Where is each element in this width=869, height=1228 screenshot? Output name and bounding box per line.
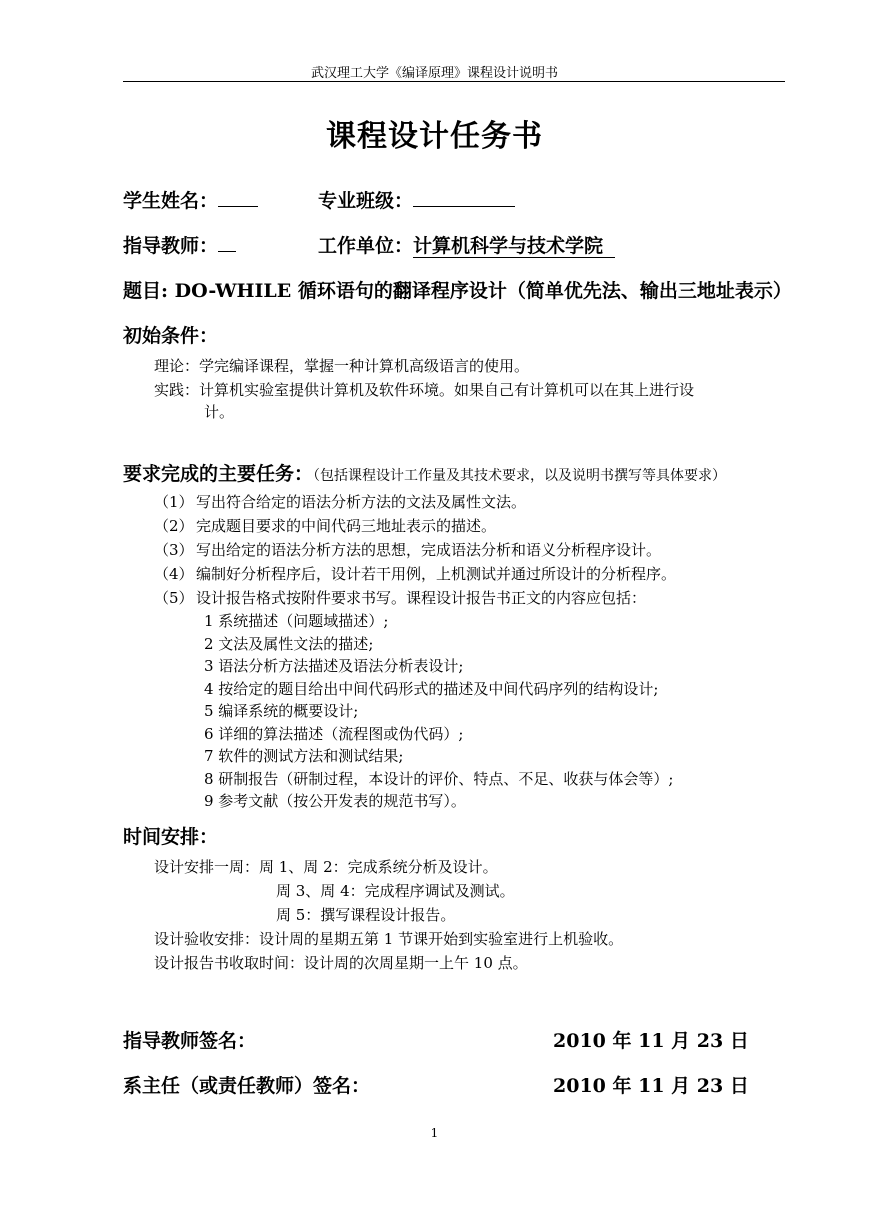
list-item-number: （5） (154, 589, 194, 607)
schedule-line: 设计验收安排：设计周的星期五第 1 节课开始到实验室进行上机验收。 (154, 930, 624, 948)
sub-list-item: 9 参考文献（按公开发表的规范书写）。 (204, 792, 466, 810)
schedule-line (154, 879, 623, 903)
sub-list-item: 6 详细的算法描述（流程图或伪代码）; (204, 724, 464, 743)
schedule-line-text: 周 5：撰写课程设计报告。 (276, 906, 456, 924)
tasks-note: （包括课程设计工作量及其技术要求，以及说明书撰写等具体要求） (313, 468, 727, 484)
schedule-line: 设计安排一周：周 1、周 2：完成系统分析及设计。 (154, 858, 498, 876)
list-item-text: 完成题目要求的中间代码三地址表示的描述。 (196, 517, 497, 535)
initial-theory: 理论：学完编译课程，掌握一种计算机高级语言的使用。 (154, 357, 530, 375)
tasks-heading-text: 要求完成的主要任务： (123, 463, 314, 485)
list-item (154, 562, 676, 586)
initial-practice-line2: 计。 (204, 403, 235, 421)
list-item-text: 写出给定的语法分析方法的思想，完成语法分析和语义分析程序设计。 (196, 541, 662, 559)
sub-list-item: 1 系统描述（问题域描述）; (204, 612, 389, 630)
list-item-text: 编制好分析程序后，设计若干用例，上机测试并通过所设计的分析程序。 (196, 565, 677, 583)
sub-list-item: 2 文法及属性文法的描述; (204, 634, 374, 653)
student-name-blank (218, 190, 258, 207)
student-name-field (123, 186, 258, 213)
list-item (154, 538, 676, 562)
sub-list-item: 5 编译系统的概要设计; (204, 702, 359, 720)
schedule-line (154, 903, 623, 927)
unit-value: 计算机科学与技术学院 (413, 235, 615, 258)
sub-list-item: 4 按给定的题目给出中间代码形式的描述及中间代码序列的结构设计; (204, 679, 659, 698)
page-title: 课程设计任务书 (326, 119, 543, 154)
teacher-field (123, 231, 236, 258)
list-item-number: （2） (154, 517, 194, 535)
schedule-line: 设计报告书收取时间：设计周的次周星期一上午 10 点。 (154, 954, 528, 972)
teacher-signature-label: 指导教师签名： (123, 1030, 257, 1052)
class-field (318, 186, 515, 213)
sub-list-item: 3 语法分析方法描述及语法分析表设计; (204, 657, 464, 675)
unit-field (318, 231, 615, 258)
running-header: 武汉理工大学《编译原理》课程设计说明书 (310, 66, 558, 81)
list-item (154, 586, 676, 610)
list-item-number: （3） (154, 541, 194, 559)
list-item-number: （4） (154, 565, 194, 583)
schedule-heading: 时间安排： (123, 826, 219, 848)
sub-list-item: 8 研制报告（研制过程，本设计的评价、特点、不足、收获与体会等）; (204, 769, 674, 788)
class-label: 专业班级： (318, 190, 414, 212)
unit-label: 工作单位： (318, 235, 414, 257)
tasks-heading (123, 459, 726, 486)
topic: 题目: DO-WHILE 循环语句的翻译程序设计（简单优先法、输出三地址表示） (123, 280, 792, 302)
teacher-signature-date: 2010 年 11 月 23 日 (553, 1030, 749, 1052)
task-list (154, 490, 676, 610)
list-item (154, 514, 676, 538)
sub-list-item: 7 软件的测试方法和测试结果; (204, 747, 404, 765)
list-item-text: 设计报告格式按附件要求书写。课程设计报告书正文的内容应包括： (196, 589, 647, 607)
schedule-line-text: 周 3、周 4：完成程序调试及测试。 (276, 882, 515, 900)
teacher-blank (218, 235, 236, 252)
list-item-number: （1） (154, 493, 194, 511)
schedule-list (154, 855, 623, 975)
list-item (154, 490, 676, 514)
initial-heading: 初始条件： (123, 325, 219, 347)
initial-practice-line1: 实践：计算机实验室提供计算机及软件环境。如果自己有计算机可以在其上进行设 (154, 381, 695, 399)
list-item-text: 写出符合给定的语法分析方法的文法及属性文法。 (196, 493, 527, 511)
student-name-label: 学生姓名： (123, 190, 219, 212)
report-content-list (204, 610, 673, 813)
director-signature-date: 2010 年 11 月 23 日 (553, 1075, 749, 1097)
class-blank (413, 190, 515, 207)
director-signature-label: 系主任（或责任教师）签名： (123, 1075, 371, 1097)
teacher-label: 指导教师： (123, 235, 219, 257)
page-number: 1 (430, 1126, 439, 1140)
header-rule (123, 81, 785, 82)
